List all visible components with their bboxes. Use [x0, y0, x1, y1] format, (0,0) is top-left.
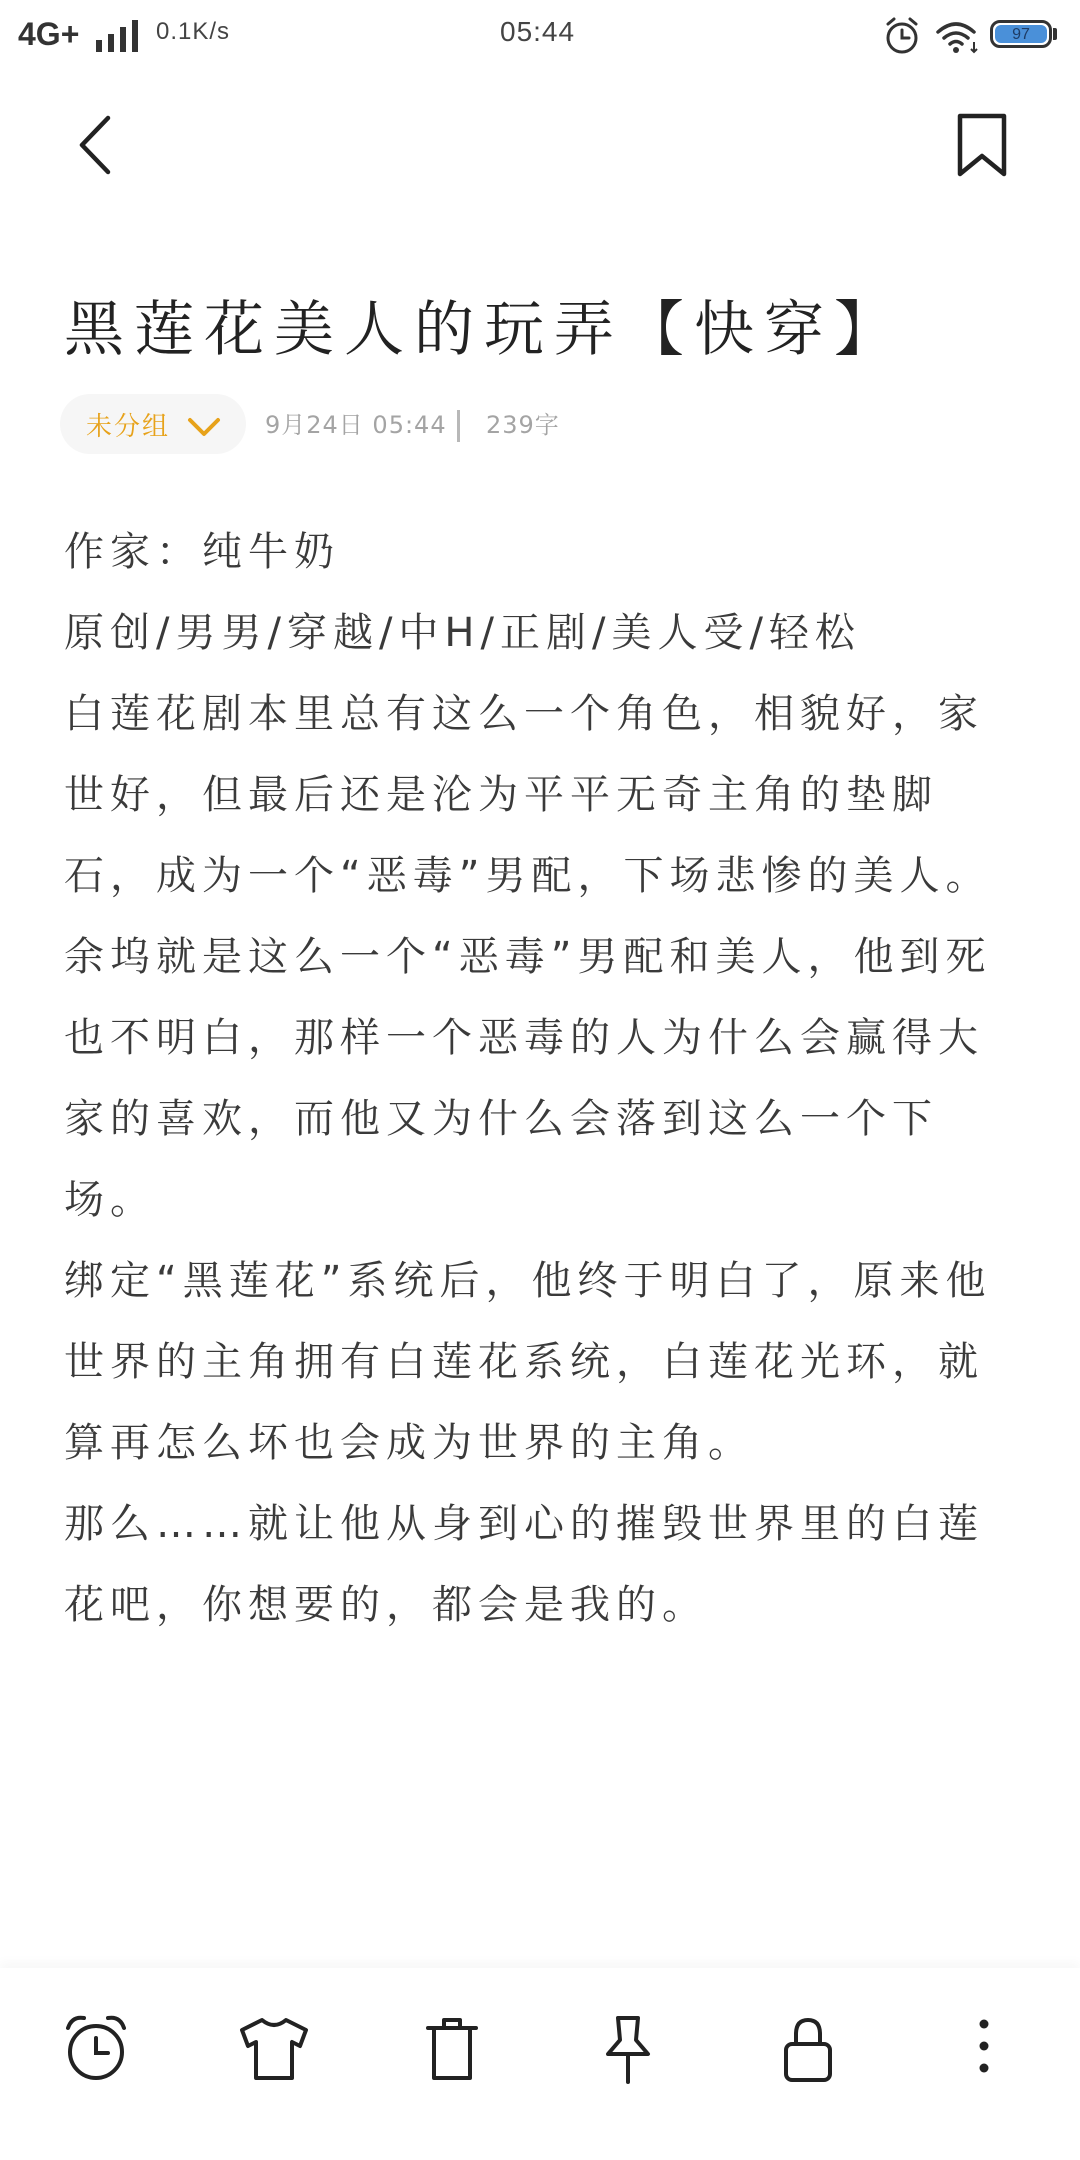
- note-paragraph: 余坞就是这么一个“恶毒”男配和美人，他到死也不明白，那样一个恶毒的人为什么会赢得大家的喜欢，而他又为什么会落到这么一个下场。: [64, 934, 992, 1223]
- network-speed: 0.1K/s: [156, 18, 231, 45]
- signal-icon: [96, 20, 140, 52]
- network-type: 4G+: [18, 16, 80, 52]
- more-vertical-icon[interactable]: [944, 2008, 1024, 2088]
- note-paragraph: 绑定“黑莲花”系统后，他终于明白了，原来他世界的主角拥有白莲花系统，白莲花光环，就算再怎么坏也会成为世界的主角。: [64, 1258, 992, 1466]
- back-button[interactable]: [68, 110, 128, 180]
- group-label: 未分组: [86, 412, 171, 442]
- wifi-icon: [936, 20, 980, 54]
- bottom-toolbar: [0, 1968, 1080, 2160]
- battery-level: 97: [995, 25, 1047, 43]
- note-paragraph: 原创/男男/穿越/中H/正剧/美人受/轻松: [64, 610, 861, 656]
- note-paragraph: 作家：纯牛奶: [64, 529, 340, 575]
- note-date: 9月24日 05:44: [265, 411, 447, 439]
- pin-icon[interactable]: [588, 2008, 668, 2088]
- meta-divider: [457, 410, 460, 442]
- note-paragraph: 白莲花剧本里总有这么一个角色，相貌好，家世好，但最后还是沦为平平无奇主角的垫脚石，成为一个“恶毒”男配，下场悲惨的美人。: [64, 691, 992, 899]
- lock-icon[interactable]: [768, 2008, 848, 2088]
- bookmark-button[interactable]: [950, 110, 1016, 182]
- shirt-icon[interactable]: [234, 2008, 314, 2088]
- note-paragraph: 那么……就让他从身到心的摧毁世界里的白莲花吧，你想要的，都会是我的。: [64, 1501, 984, 1628]
- alarm-clock-icon[interactable]: [56, 2008, 136, 2088]
- note-title[interactable]: 黑莲花美人的玩弄【快穿】: [64, 295, 904, 365]
- word-count: 239字: [486, 411, 560, 439]
- battery-icon: [990, 20, 1052, 48]
- chevron-down-icon: [184, 412, 224, 442]
- battery-cap: [1053, 28, 1057, 40]
- trash-icon[interactable]: [412, 2008, 492, 2088]
- group-selector[interactable]: [60, 394, 246, 454]
- note-body[interactable]: [64, 512, 1024, 1646]
- alarm-status-icon: [882, 16, 922, 56]
- status-time: 05:44: [500, 16, 576, 47]
- status-bar: [0, 0, 1080, 70]
